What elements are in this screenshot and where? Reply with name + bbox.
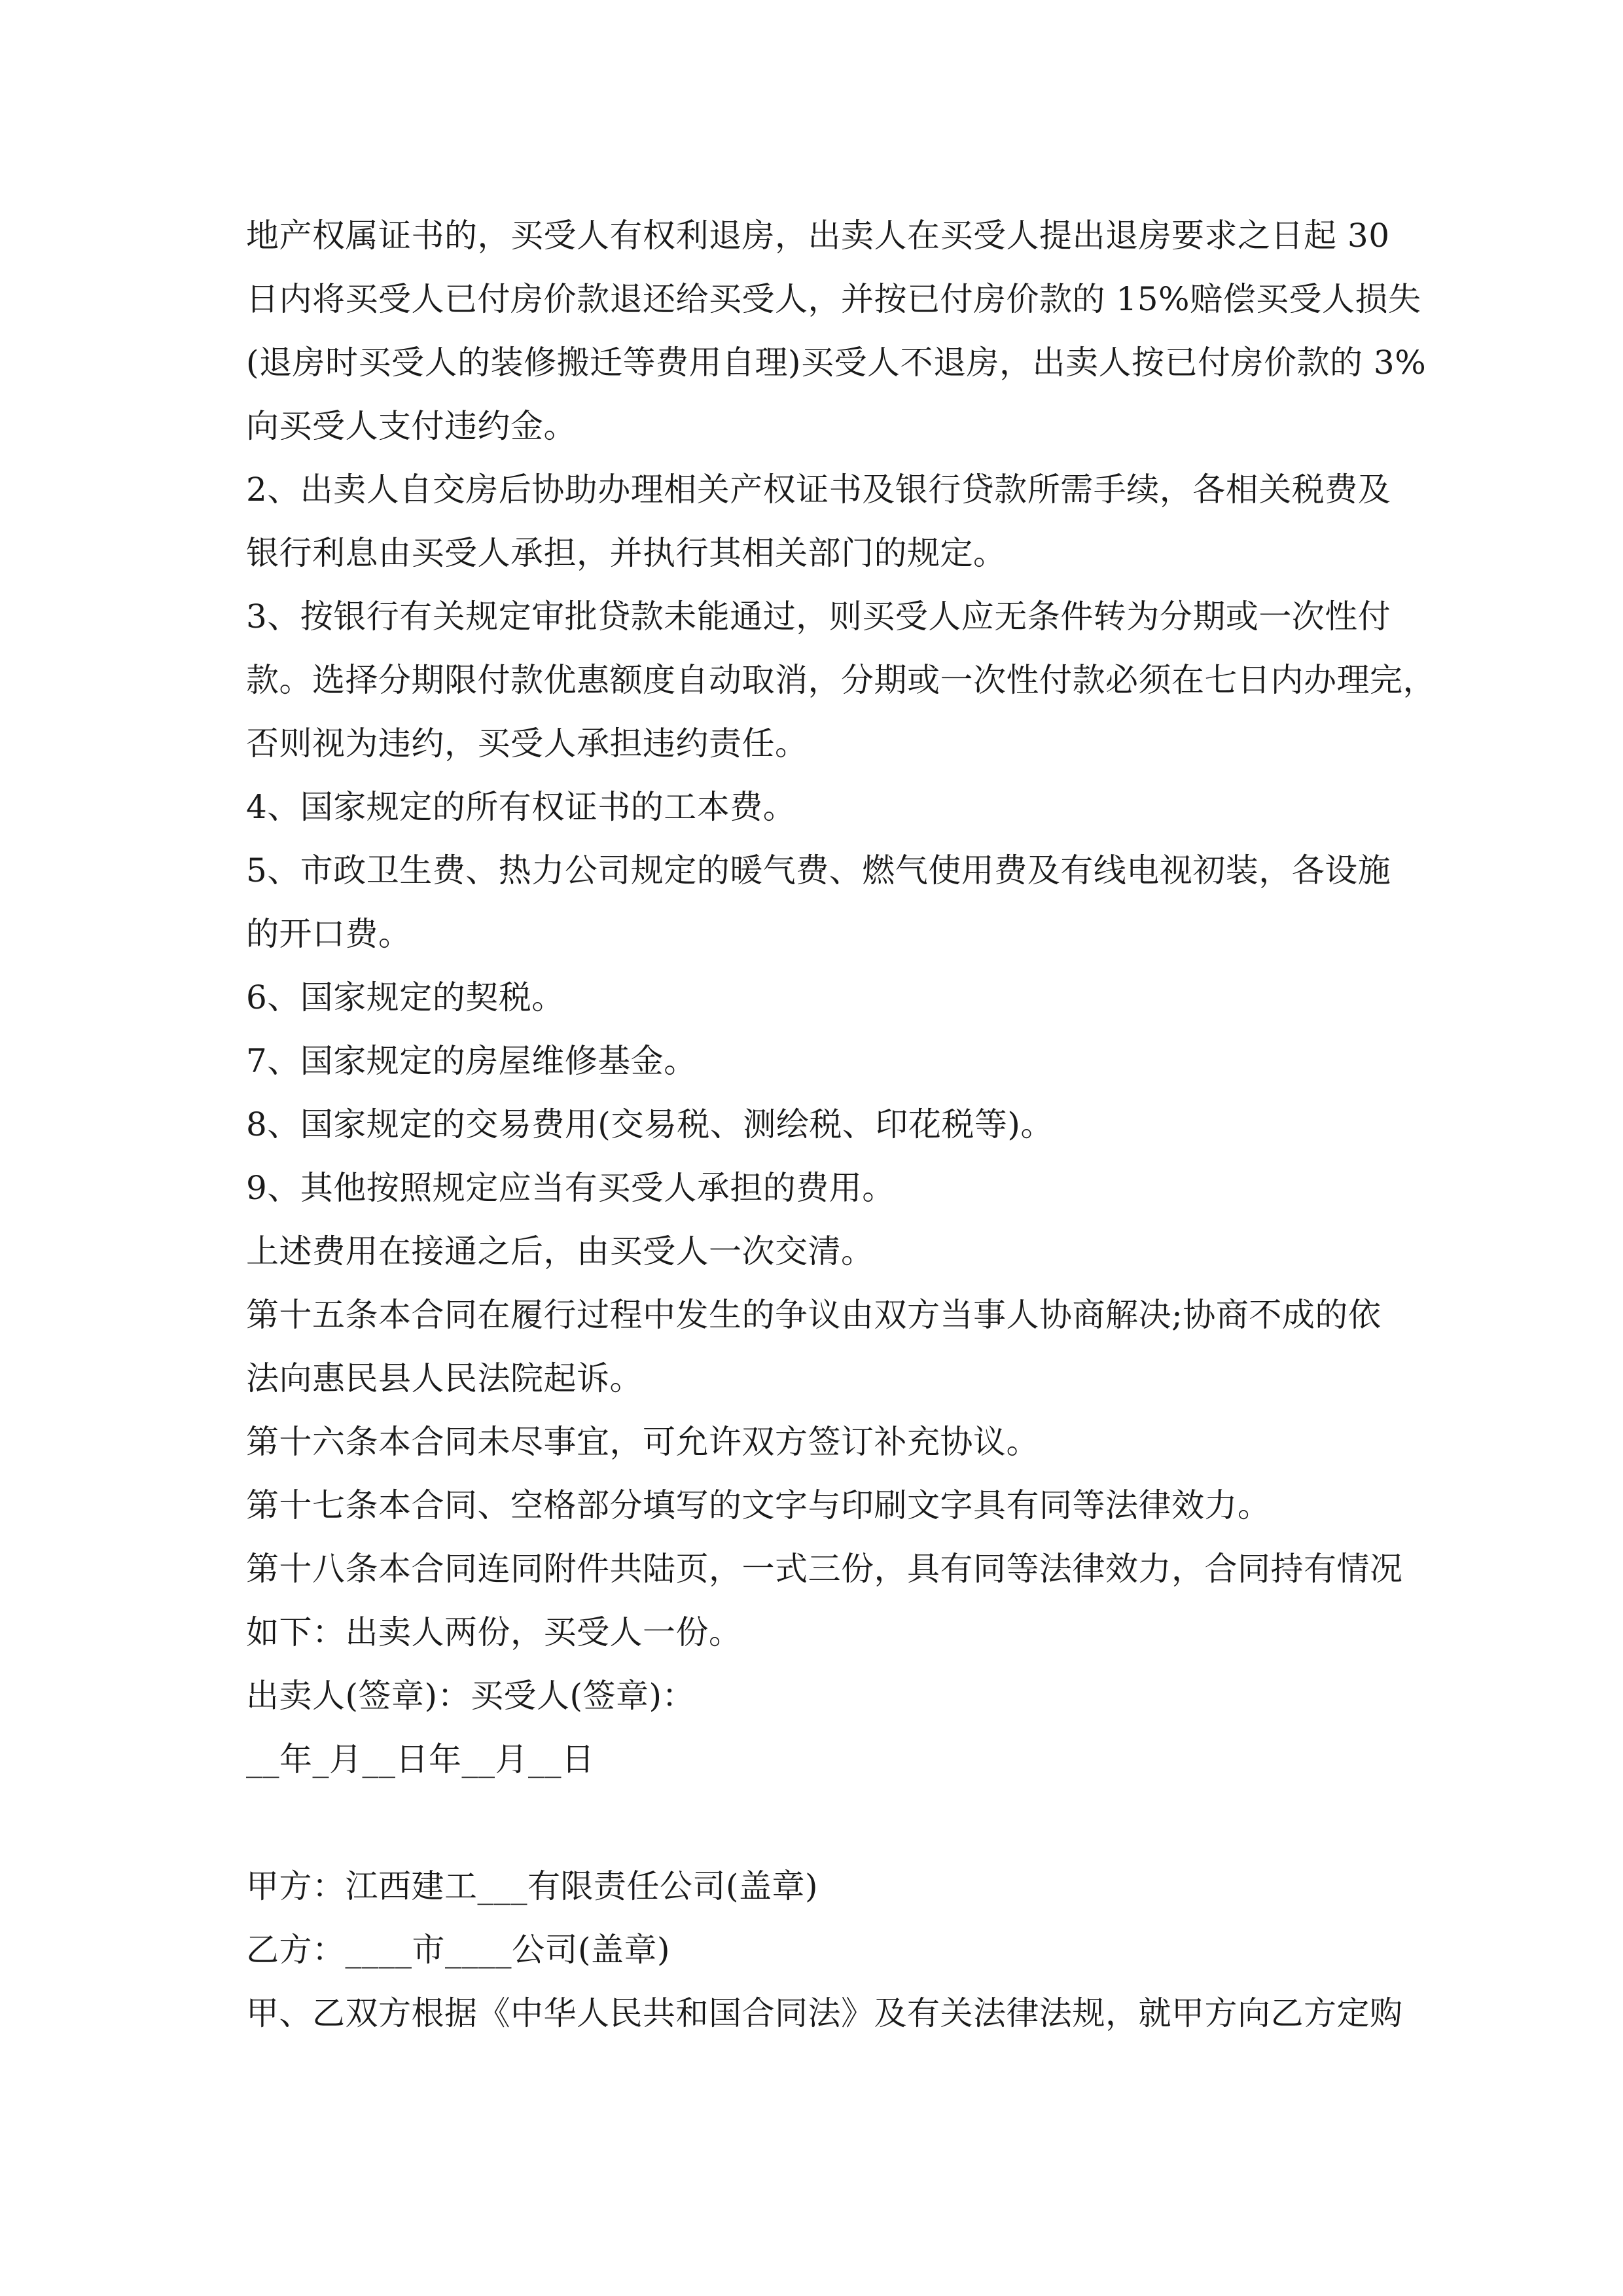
text-line: 第十八条本合同连同附件共陆页，一式三份，具有同等法律效力，合同持有情况 <box>246 1550 1403 1588</box>
text-line: 否则视为违约，买受人承担违约责任。 <box>246 725 808 762</box>
date-blank-line: __年_月__日年__月__日 <box>246 1740 595 1778</box>
text-line: 5、市政卫生费、热力公司规定的暖气费、燃气使用费及有线电视初装，各设施 <box>246 852 1391 889</box>
text-line: 6、国家规定的契税。 <box>246 978 565 1016</box>
text-line: 9、其他按照规定应当有买受人承担的费用。 <box>246 1169 895 1207</box>
text-line: 第十七条本合同、空格部分填写的文字与印刷文字具有同等法律效力。 <box>246 1486 1271 1524</box>
text-line: 甲、乙双方根据《中华人民共和国合同法》及有关法律法规，就甲方向乙方定购 <box>246 1994 1403 2032</box>
text-line: 如下：出卖人两份，买受人一份。 <box>246 1613 742 1651</box>
text-line: 第十六条本合同未尽事宜，可允许双方签订补充协议。 <box>246 1423 1039 1461</box>
text-line: (退房时买受人的装修搬迁等费用自理)买受人不退房，出卖人按已付房价款的 3% <box>246 344 1427 382</box>
text-line: 8、国家规定的交易费用(交易税、测绘税、印花税等)。 <box>246 1105 1054 1143</box>
text-line: 法向惠民县人民法院起诉。 <box>246 1359 643 1397</box>
party-a-line: 甲方：江西建工___有限责任公司(盖章) <box>246 1867 819 1905</box>
text-line: 上述费用在接通之后，由买受人一次交清。 <box>246 1232 874 1270</box>
text-line: 向买受人支付违约金。 <box>246 407 577 445</box>
text-line: 4、国家规定的所有权证书的工本费。 <box>246 788 796 826</box>
text-line: 银行利息由买受人承担，并执行其相关部门的规定。 <box>246 534 1007 572</box>
text-line: 的开口费。 <box>246 915 412 953</box>
text-line: 日内将买受人已付房价款退还给买受人，并按已付房价款的 15%赔偿买受人损失 <box>246 280 1421 318</box>
blank-spacer <box>246 1791 1385 1855</box>
text-line: 7、国家规定的房屋维修基金。 <box>246 1042 697 1080</box>
text-line: 2、出卖人自交房后协助办理相关产权证书及银行贷款所需手续，各相关税费及 <box>246 471 1391 509</box>
text-line: 地产权属证书的，买受人有权利退房，出卖人在买受人提出退房要求之日起 30 <box>246 217 1390 255</box>
text-line: 款。选择分期限付款优惠额度自动取消，分期或一次性付款必须在七日内办理完， <box>246 661 1436 699</box>
text-line: 第十五条本合同在履行过程中发生的争议由双方当事人协商解决;协商不成的依 <box>246 1296 1382 1334</box>
document-body <box>246 204 1436 2045</box>
signature-label-line: 出卖人(签章)：买受人(签章)： <box>246 1677 696 1715</box>
text-line: 3、按银行有关规定审批贷款未能通过，则买受人应无条件转为分期或一次性付 <box>246 598 1391 636</box>
party-b-line: 乙方：____市____公司(盖章) <box>246 1931 671 1969</box>
